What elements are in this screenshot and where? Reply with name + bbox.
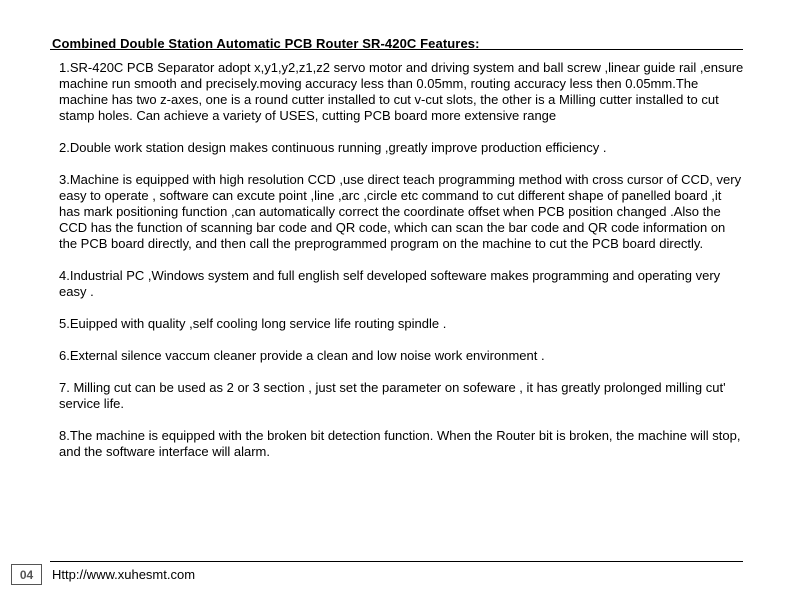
feature-list bbox=[59, 60, 745, 476]
feature-paragraph: 1.SR-420C PCB Separator adopt x,y1,y2,z1,z2 servo motor and driving system and ball screw ,linear guide rail ,ensure machine run smooth and precisely.moving accuracy less than 0.05mm, routing accuracy less then 0.05mm.The machine has two z-axes, one is a round cutter installed to cut v-cut slots, the other is a Milling cutter installed to cut stamp holes. Can achieve a variety of USES, cutting PCB board more extensive range bbox=[59, 60, 744, 123]
feature-paragraph: 7. Milling cut can be used as 2 or 3 section , just set the parameter on sofeware , it has greatly prolonged milling cut' service life. bbox=[59, 380, 726, 411]
feature-paragraph: 8.The machine is equipped with the broken bit detection function. When the Router bit is broken, the machine will stop, and the software interface will alarm. bbox=[59, 428, 741, 459]
feature-paragraph: 2.Double work station design makes continuous running ,greatly improve production efficiency . bbox=[59, 140, 607, 155]
document-title: Combined Double Station Automatic PCB Router SR-420C Features: bbox=[52, 36, 480, 51]
page-number: 04 bbox=[11, 564, 42, 585]
footer-divider bbox=[50, 561, 743, 562]
footer-url: Http://www.xuhesmt.com bbox=[52, 567, 196, 582]
title-underline bbox=[50, 49, 743, 50]
feature-paragraph: 5.Euipped with quality ,self cooling long service life routing spindle . bbox=[59, 316, 447, 331]
feature-paragraph: 6.External silence vaccum cleaner provide a clean and low noise work environment . bbox=[59, 348, 545, 363]
feature-paragraph: 3.Machine is equipped with high resolution CCD ,use direct teach programming method with cross cursor of CCD, very easy to operate , software can excute point ,line ,arc ,circle etc command to cut different shape of panelled board ,it has mark positioning function ,can automatically correct the coordinate offset when PCB position changed .Also the CCD has the function of scanning bar code and QR code, which can scan the bar code and QR code information on the PCB board directly, and then call the preprogrammed program on the machine to cut the PCB board directly. bbox=[59, 172, 742, 251]
feature-paragraph: 4.Industrial PC ,Windows system and full english self developed softeware makes programming and operating very easy . bbox=[59, 268, 721, 299]
